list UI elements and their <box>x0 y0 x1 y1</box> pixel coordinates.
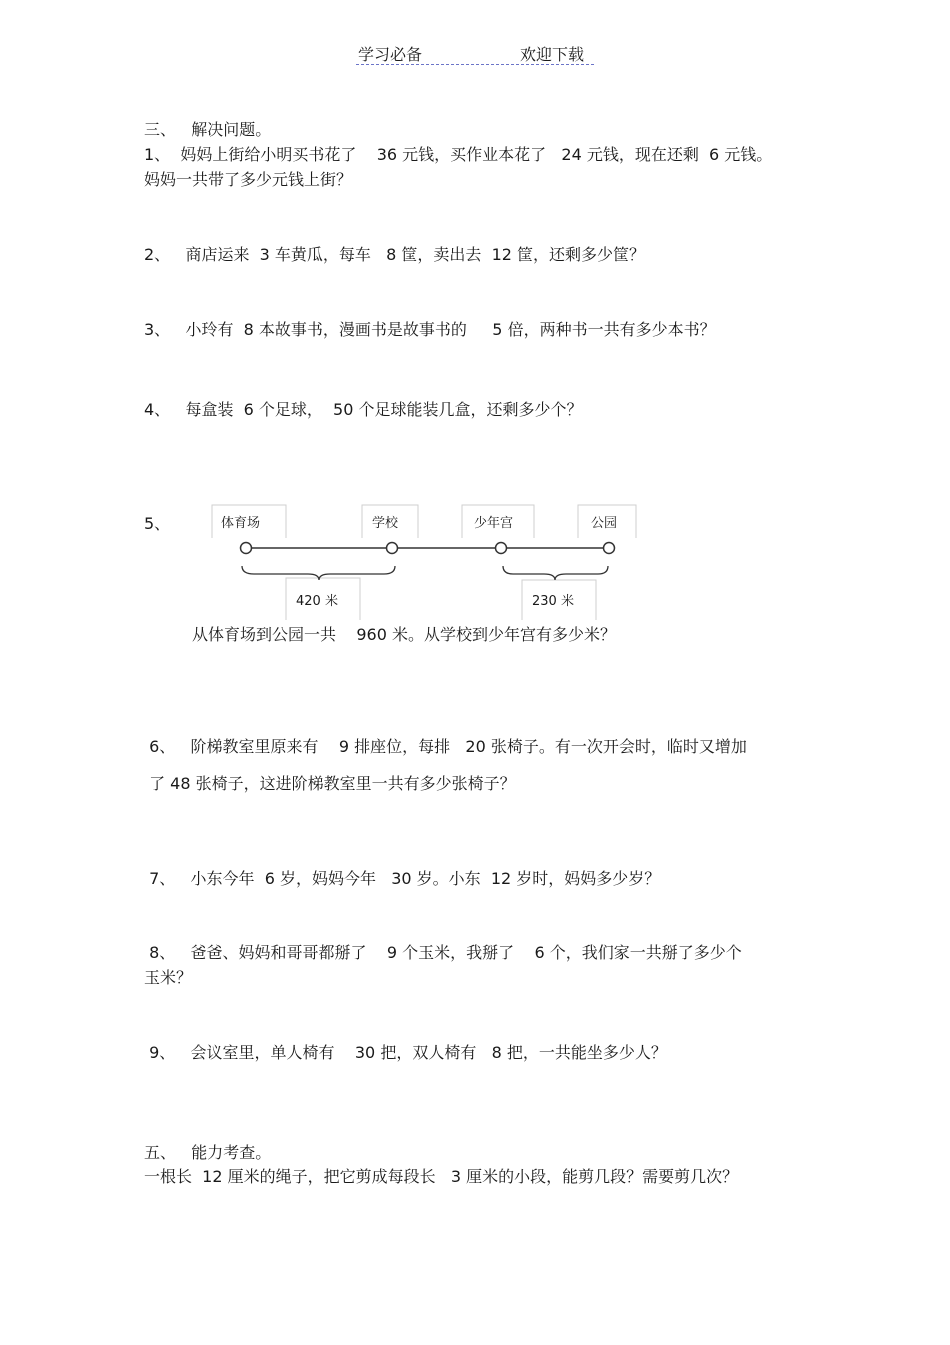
section-3-title: 三、 解决问题。 <box>144 120 272 139</box>
question-4: 4、 每盒装 6 个足球， 50 个足球能装几盒，还剩多少个？ <box>144 400 583 419</box>
point-shaoniangong <box>496 543 507 554</box>
point-tiyuchang <box>241 543 252 554</box>
question-6-line2: 了 48 张椅子，这进阶梯教室里一共有多少张椅子？ <box>144 774 516 793</box>
brace-230 <box>503 566 608 580</box>
question-1-line2: 妈妈一共带了多少元钱上街？ <box>144 170 353 189</box>
header-right: 欢迎下载 <box>520 45 585 64</box>
question-7: 7、 小东今年 6 岁，妈妈今年 30 岁。小东 12 岁时，妈妈多少岁？ <box>144 869 661 888</box>
question-8-line1: 8、 爸爸、妈妈和哥哥都掰了 9 个玉米，我掰了 6 个，我们家一共掰了多少个 <box>144 943 742 962</box>
point-xuexiao <box>387 543 398 554</box>
section-5-question: 一根长 12 厘米的绳子，把它剪成每段长 3 厘米的小段，能剪几段？需要剪几次？ <box>144 1167 739 1186</box>
question-6-line1: 6、 阶梯教室里原来有 9 排座位，每排 20 张椅子。有一次开会时，临时又增加 <box>144 737 747 756</box>
page-header <box>356 42 594 65</box>
label-shaoniangong: 少年宫 <box>474 516 514 531</box>
question-8-line2: 玉米？ <box>144 968 193 987</box>
question-2: 2、 商店运来 3 车黄瓜，每车 8 筐，卖出去 12 筐，还剩多少筐？ <box>144 245 646 264</box>
label-xuexiao: 学校 <box>372 516 399 531</box>
label-gongyuan: 公园 <box>591 516 618 531</box>
question-3: 3、 小玲有 8 本故事书，漫画书是故事书的 5 倍，两种书一共有多少本书？ <box>144 320 716 339</box>
question-9: 9、 会议室里，单人椅有 30 把，双人椅有 8 把，一共能坐多少人？ <box>144 1043 667 1062</box>
distance-230: 230 米 <box>532 594 574 609</box>
question-5-text: 从体育场到公园一共 960 米。从学校到少年宫有多少米？ <box>192 625 616 644</box>
brace-420 <box>242 566 395 580</box>
section-5-title: 五、 能力考查。 <box>144 1143 272 1162</box>
label-tiyuchang: 体育场 <box>221 516 261 531</box>
question-1-line1: 1、 妈妈上街给小明买书花了 36 元钱，买作业本花了 24 元钱，现在还剩 6 元钱。 <box>144 145 773 164</box>
point-gongyuan <box>604 543 615 554</box>
distance-420: 420 米 <box>296 594 338 609</box>
question-5-number: 5、 <box>144 514 171 533</box>
header-left: 学习必备 <box>358 45 423 64</box>
